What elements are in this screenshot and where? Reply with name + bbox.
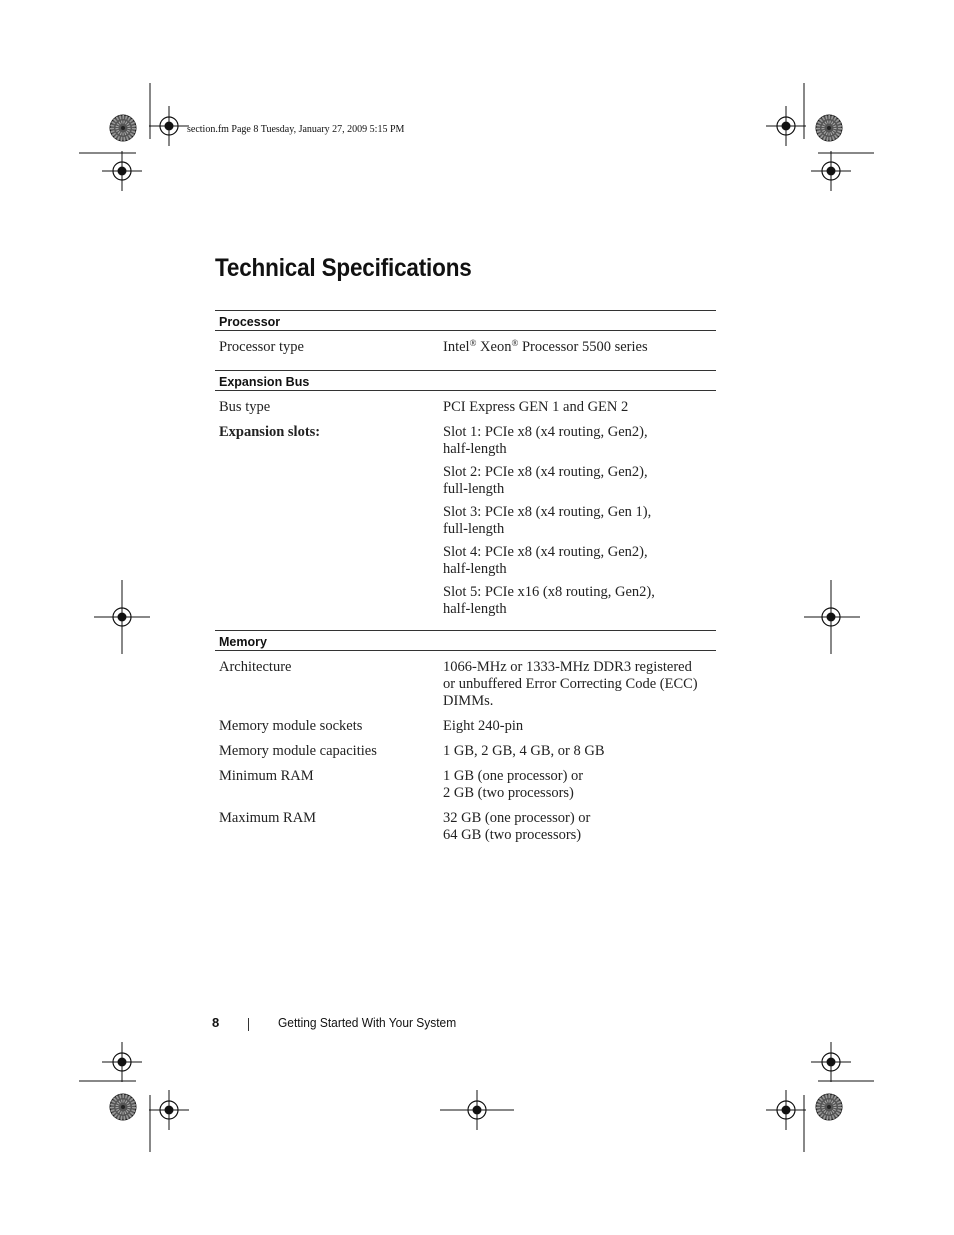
registration-mark-icon — [811, 151, 851, 191]
bus-type-label: Bus type — [219, 399, 271, 415]
memory-sockets-label: Memory module sockets — [219, 718, 363, 734]
page-title: Technical Specifications — [215, 254, 472, 282]
registration-mark-icon — [766, 106, 806, 146]
registration-mark-icon — [811, 1042, 851, 1082]
registration-mark-icon — [102, 1042, 142, 1082]
slot-entry: Slot 1: PCIe x8 (x4 routing, Gen2), half-length — [443, 424, 648, 457]
minimum-ram-value: 1 GB (one processor) or 2 GB (two processors) — [443, 768, 584, 801]
footer-divider — [248, 1018, 249, 1031]
processor-type-value: Intel® Xeon® Processor 5500 series — [443, 338, 648, 355]
processor-type-label: Processor type — [219, 339, 304, 355]
expansion-slots-label: Expansion slots: — [219, 424, 321, 440]
page-number: 8 — [212, 1015, 220, 1030]
minimum-ram-label: Minimum RAM — [219, 768, 314, 784]
registration-mark-icon — [102, 151, 142, 191]
starburst-mark-icon — [110, 1094, 136, 1120]
bus-type-value: PCI Express GEN 1 and GEN 2 — [443, 399, 629, 415]
memory-capacities-label: Memory module capacities — [219, 743, 377, 759]
slot-entry: Slot 4: PCIe x8 (x4 routing, Gen2), half-length — [443, 544, 648, 577]
slot-entry: Slot 2: PCIe x8 (x4 routing, Gen2), full-length — [443, 464, 648, 497]
section-heading-processor: Processor — [215, 310, 716, 331]
table-row — [215, 735, 716, 760]
memory-capacities-value: 1 GB, 2 GB, 4 GB, or 8 GB — [443, 743, 605, 759]
maximum-ram-label: Maximum RAM — [219, 810, 317, 826]
starburst-mark-icon — [816, 1094, 842, 1120]
starburst-mark-icon — [816, 115, 842, 141]
registration-mark-icon — [766, 1090, 806, 1130]
table-row — [215, 710, 716, 735]
memory-sockets-value: Eight 240-pin — [443, 718, 524, 734]
maximum-ram-value: 32 GB (one processor) or 64 GB (two processors) — [443, 810, 591, 843]
architecture-label: Architecture — [219, 659, 292, 675]
slot-entry: Slot 5: PCIe x16 (x8 routing, Gen2), half-length — [443, 584, 655, 617]
table-row — [215, 416, 716, 618]
starburst-mark-icon — [110, 115, 136, 141]
table-row — [215, 391, 716, 416]
expansion-slots-list — [443, 424, 716, 618]
table-row — [215, 802, 716, 844]
print-info-slug: section.fm Page 8 Tuesday, January 27, 2009 5:15 PM — [187, 124, 405, 135]
architecture-value: 1066-MHz or 1333-MHz DDR3 registered or unbuffered Error Correcting Code (ECC) DIMMs. — [443, 659, 698, 709]
spec-table — [215, 310, 716, 844]
table-row — [215, 760, 716, 802]
section-heading-memory: Memory — [215, 630, 716, 651]
slot-entry: Slot 3: PCIe x8 (x4 routing, Gen 1), full-length — [443, 504, 652, 537]
registration-mark-icon — [149, 1090, 189, 1130]
table-row — [215, 651, 716, 710]
table-row — [215, 331, 716, 356]
registration-mark-icon — [149, 106, 189, 146]
section-heading-expansion-bus: Expansion Bus — [215, 370, 716, 391]
footer-document-title: Getting Started With Your System — [278, 1015, 457, 1030]
